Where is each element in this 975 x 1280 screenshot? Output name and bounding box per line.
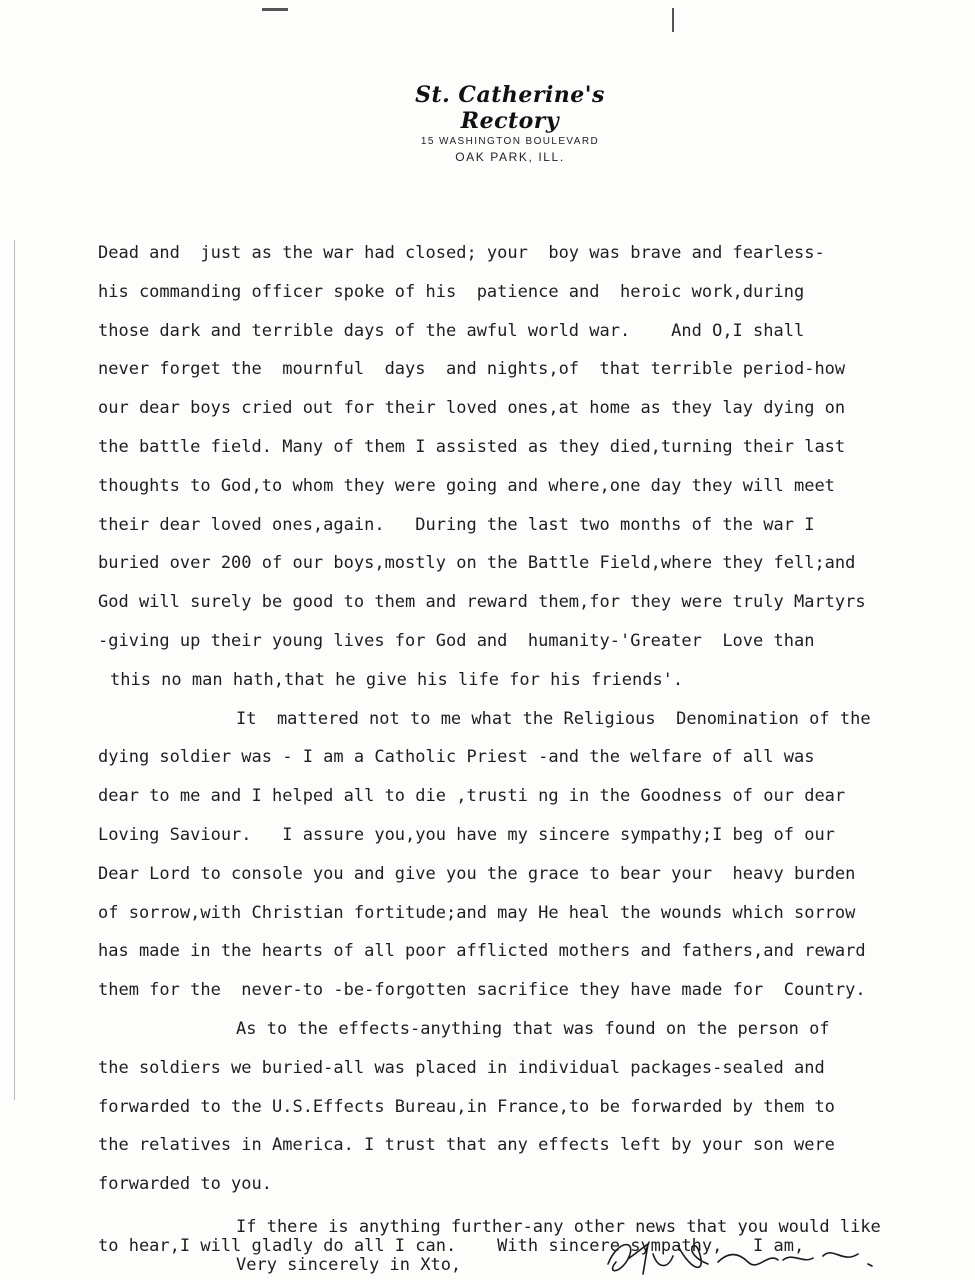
body-line: dear to me and I helped all to die ,trusti ng in the Goodness of our dear (98, 786, 846, 807)
body-line: forwarded to the U.S.Effects Bureau,in France,to be forwarded by them to (98, 1096, 835, 1117)
scan-mark-top (262, 8, 288, 11)
body-line: his commanding officer spoke of his patience and heroic work,during (98, 281, 805, 302)
body-line: their dear loved ones,again. During the last two months of the war I (98, 514, 815, 535)
scan-mark-left-edge (14, 240, 15, 1100)
letterhead-city: OAK PARK, ILL. (455, 150, 565, 164)
body-line: Loving Saviour. I assure you,you have my sincere sympathy;I beg of our (98, 824, 835, 845)
body-line: God will surely be good to them and reward them,for they were truly Martyrs (98, 592, 866, 613)
body-line: Dear Lord to console you and give you the grace to bear your heavy burden (98, 863, 856, 884)
body-line: Dead and just as the war had closed; your boy was brave and fearless- (98, 243, 825, 263)
body-line: them for the never-to -be-forgotten sacrifice they have made for Country. (98, 980, 866, 1001)
closing-line: If there is anything further-any other news that you would like (236, 1217, 881, 1237)
body-line: dying soldier was - I am a Catholic Priest -and the welfare of all was (98, 747, 815, 768)
body-line: the soldiers we buried-all was placed in individual packages-sealed and (98, 1057, 825, 1078)
body-line: those dark and terrible days of the awful world war. And O,I shall (98, 320, 805, 341)
letter-body (98, 242, 968, 1212)
body-line: forwarded to you. (98, 1174, 272, 1195)
body-line: of sorrow,with Christian fortitude;and may He heal the wounds which sorrow (98, 902, 856, 923)
body-line: the battle field. Many of them I assisted as they died,turning their last (98, 436, 846, 457)
letterhead-address: 15 WASHINGTON BOULEVARD (420, 136, 600, 147)
signature (598, 1234, 898, 1280)
body-line: As to the effects-anything that was found on the person of (236, 1018, 830, 1039)
body-line: never forget the mournful days and nights,of that terrible period-how (98, 359, 846, 380)
body-line: buried over 200 of our boys,mostly on the Battle Field,where they fell;and (98, 553, 856, 574)
body-line: the relatives in America. I trust that any effects left by your son were (98, 1135, 835, 1156)
letterhead (380, 82, 640, 164)
body-line: has made in the hearts of all poor afflicted mothers and fathers,and reward (98, 941, 866, 962)
body-line: our dear boys cried out for their loved ones,at home as they lay dying on (98, 398, 846, 419)
scan-mark-top-right (672, 8, 674, 32)
body-line: It mattered not to me what the Religious Denomination of the (236, 708, 871, 729)
letterhead-name: St. Catherine's Rectory (415, 82, 605, 134)
body-line: thoughts to God,to whom they were going and where,one day they will meet (98, 475, 835, 496)
body-line: this no man hath,that he give his life for his friends'. (110, 669, 684, 690)
closing-line: Very sincerely in Xto, (236, 1255, 462, 1275)
closing-line: to hear,I will gladly do all I can. With sincere sympathy, I am, (98, 1236, 805, 1256)
body-line: -giving up their young lives for God and humanity-'Greater Love than (98, 630, 815, 651)
